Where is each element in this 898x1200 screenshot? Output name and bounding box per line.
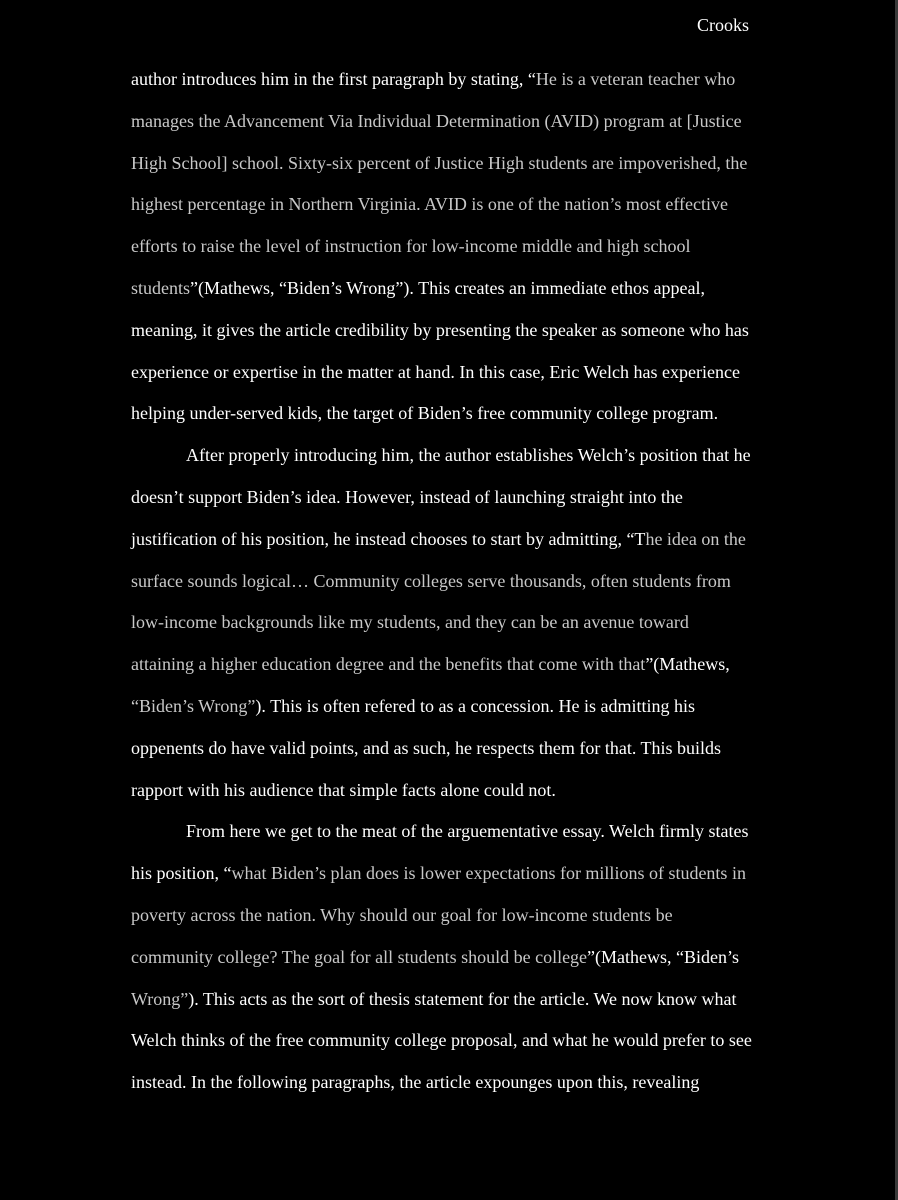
quoted-text: what Biden’s plan does is lower expectations for millions of students in	[231, 863, 746, 884]
essay-line	[131, 192, 728, 216]
body-text: After properly introducing him, the author establishes Welch’s position that he	[186, 445, 751, 466]
body-text: ”(Mathews,	[645, 654, 730, 675]
body-text: doesn’t support Biden’s idea. However, instead of launching straight into the	[131, 487, 683, 507]
quoted-text: poverty across the nation. Why should our goal for low-income students be	[131, 905, 673, 925]
essay-line	[131, 987, 737, 1011]
body-text: ”(Mathews, “Biden’s Wrong”). This creates an immediate ethos appeal,	[190, 278, 705, 298]
body-text: ). This is often refered to as a concession. He is admitting his	[255, 696, 695, 716]
body-text: helping under-served kids, the target of Biden’s free community college program.	[131, 403, 719, 424]
quoted-text: surface sounds logical… Community colleges serve thousands, often students from	[131, 570, 731, 591]
running-head: Crooks	[696, 15, 749, 35]
quoted-text: He is a veteran teacher who	[535, 69, 736, 89]
quoted-text: low-income backgrounds like my students, and they can be an avenue toward	[131, 612, 689, 633]
quoted-text: High School] school. Sixty-six percent of Justice High students are impoverished, the	[131, 152, 748, 173]
quoted-text: efforts to raise the level of instruction for low-income middle and high school	[131, 236, 691, 257]
body-text: From here we get to the meat of the arguementative essay. Welch firmly states	[186, 821, 749, 842]
quoted-text: manages the Advancement Via Individual Determination (AVID) program at [Justice	[131, 110, 742, 131]
essay-line	[131, 485, 683, 509]
essay-line	[131, 569, 731, 593]
essay-line	[131, 861, 746, 885]
quoted-text: attaining a higher education degree and the benefits that come with that	[131, 654, 646, 675]
body-text: justification of his position, he instead chooses to start by admitting, “T	[131, 528, 646, 549]
essay-line	[131, 1070, 699, 1094]
essay-line	[131, 1028, 752, 1052]
quoted-text: highest percentage in Northern Virginia. AVID is one of the nation’s most effective	[131, 194, 728, 215]
essay-line	[131, 736, 721, 760]
body-text: his position, “	[131, 863, 232, 884]
essay-line	[186, 443, 751, 467]
essay-line	[131, 652, 730, 676]
essay-line	[131, 109, 742, 133]
essay-line	[131, 318, 749, 342]
essay-line	[131, 527, 746, 551]
body-text: Welch thinks of the free community college proposal, and what he would prefer to see	[131, 1030, 752, 1051]
body-text: meaning, it gives the article credibility by presenting the speaker as someone who has	[131, 319, 749, 340]
quoted-text: students	[131, 278, 191, 298]
body-text: oppenents do have valid points, and as such, he respects them for that. This builds	[131, 737, 722, 758]
essay-line	[131, 401, 718, 425]
essay-line	[131, 610, 689, 634]
essay-line	[131, 778, 556, 802]
essay-line	[131, 903, 673, 927]
essay-line	[131, 67, 735, 91]
essay-line	[131, 694, 695, 718]
body-text: rapport with his audience that simple facts alone could not.	[131, 779, 556, 800]
essay-line	[131, 360, 740, 384]
essay-line	[131, 151, 747, 175]
body-text: experience or expertise in the matter at hand. In this case, Eric Welch has experience	[131, 361, 740, 382]
body-text: ). This acts as the sort of thesis statement for the article. We now know what	[188, 988, 737, 1009]
body-text: ”(Mathews, “Biden’s	[587, 946, 740, 967]
essay-line	[131, 945, 739, 969]
quoted-text: community college? The goal for all students should be college	[131, 946, 588, 967]
essay-line	[131, 276, 705, 300]
body-text: author introduces him in the first paragraph by stating, “	[131, 69, 536, 89]
essay-line	[131, 234, 691, 258]
essay-line	[186, 819, 749, 843]
quoted-text: “Biden’s Wrong”	[131, 696, 256, 716]
quoted-text: Wrong”	[131, 988, 189, 1009]
quoted-text: he idea on the	[645, 528, 746, 549]
body-text: instead. In the following paragraphs, the article expounges upon this, revealing	[131, 1072, 700, 1093]
